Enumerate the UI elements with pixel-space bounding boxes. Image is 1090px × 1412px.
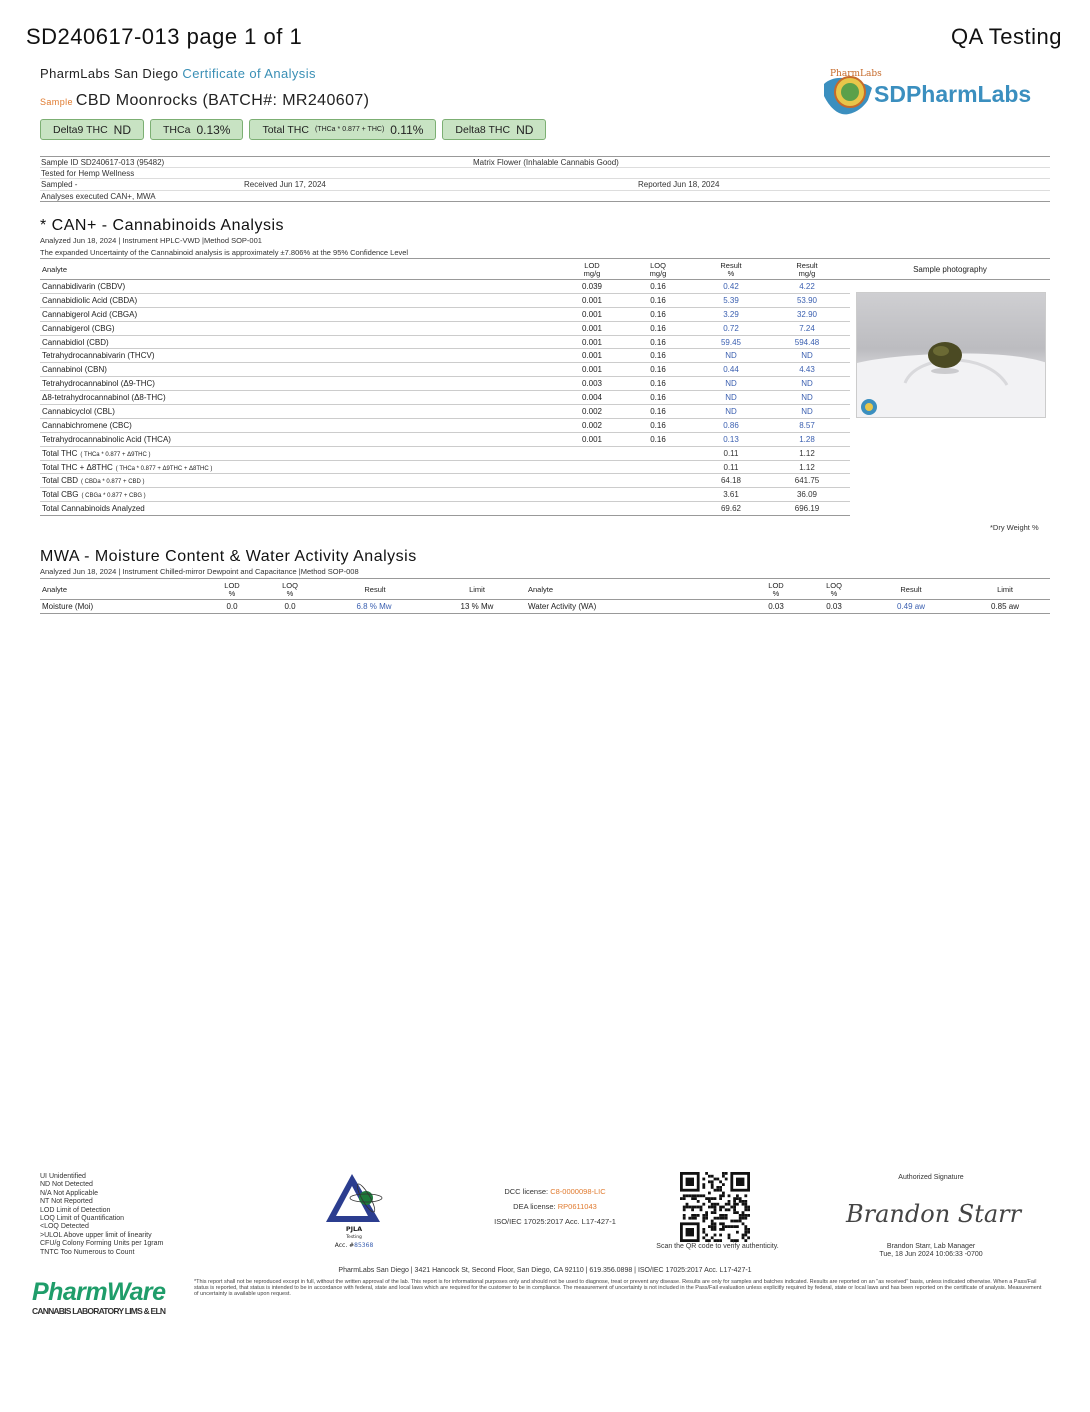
result-percent: 69.62: [720, 504, 742, 514]
result-percent: ND: [725, 351, 737, 361]
analyte-name: Cannabidivarin (CBDV): [42, 282, 126, 291]
result-percent: 3.61: [723, 490, 739, 500]
pill-delta9-thc: [40, 119, 144, 140]
result-mg: 594.48: [794, 337, 820, 347]
loq-value: 0.16: [650, 434, 666, 444]
dea-license: RP0611043: [557, 1202, 597, 1211]
received: Received Jun 17, 2024: [244, 180, 326, 189]
sdpharmlabs-logo: [820, 66, 1050, 122]
signer-name: Brandon Starr, Lab Manager: [886, 1243, 976, 1250]
pill-label: Delta8 THC: [455, 123, 511, 136]
pjla-name: PJLA: [345, 1225, 363, 1233]
th-limit: Limit: [469, 585, 485, 594]
result-percent: 0.86: [723, 420, 739, 430]
lod-value: 0.039: [581, 282, 603, 291]
qa-testing-label: QA Testing: [951, 24, 1062, 49]
analyte-name: Tetrahydrocannabinolic Acid (THCA): [42, 434, 171, 444]
loq-value: 0.16: [650, 407, 666, 417]
table-row: [40, 405, 850, 419]
pill-value: 0.11%: [390, 122, 424, 137]
loq-value: 0.16: [650, 282, 666, 291]
result-mg: 4.22: [799, 282, 815, 291]
result-mg: 1.12: [799, 462, 815, 472]
signature-text: Brandon Starr: [846, 1200, 1022, 1228]
loq-value: 0.16: [650, 351, 666, 361]
dcc-license: C8-0000098-LIC: [550, 1187, 606, 1196]
mwa-table-header: [40, 578, 1050, 600]
lod-value: 0.001: [581, 365, 603, 375]
total-row: [40, 447, 850, 461]
result-percent: 64.18: [720, 476, 742, 486]
result-percent: 0.44: [723, 365, 739, 375]
pill-label: THCa: [163, 123, 191, 136]
total-row: [40, 474, 850, 488]
signature-image: [842, 1192, 1032, 1232]
legend-item: TNTC Too Numerous to Count: [40, 1248, 135, 1256]
moisture-result: 6.8 % Mw: [356, 602, 392, 611]
analyte-name: Total CBD: [42, 476, 79, 486]
total-row: [40, 461, 850, 475]
can-section-title: * CAN+ - Cannabinoids Analysis: [40, 217, 285, 234]
analyte-name: Cannabinol (CBN): [42, 365, 107, 375]
moisture-table: [40, 578, 1050, 614]
result-mg: ND: [801, 351, 813, 361]
table-row: [40, 391, 850, 405]
analyte-name: Tetrahydrocannabinol (Δ9-THC): [42, 379, 155, 389]
analyte-cell: [42, 365, 110, 374]
th-analyte: Analyte: [42, 265, 68, 274]
coa-label: Certificate of Analysis: [182, 66, 316, 81]
table-row: [40, 294, 850, 308]
analyte-name: Cannabichromene (CBC): [42, 420, 132, 430]
moisture-lod: 0.0: [226, 602, 238, 611]
sample-header: [40, 92, 369, 110]
analyte-cell: [42, 282, 128, 291]
analyte-cell: [42, 379, 158, 388]
sampled: Sampled -: [41, 180, 78, 189]
mwa-analyzed-line: Analyzed Jun 18, 2024 | Instrument Chilled-mirror Dewpoint and Capacitance |Method SOP-008: [40, 567, 359, 576]
dea-label: DEA license:: [513, 1202, 558, 1211]
result-mg: 696.19: [794, 504, 820, 514]
analyte-cell: [42, 407, 118, 416]
analyte-name: Cannabigerol Acid (CBGA): [42, 309, 138, 319]
th-lod-2: LOD %: [768, 581, 784, 598]
result-mg: 1.12: [799, 448, 815, 458]
pill-note: (THCa * 0.877 + THC): [314, 126, 385, 133]
th-result-2: Result: [900, 585, 922, 594]
photo-header: Sample photography: [850, 258, 1050, 280]
legend-item: NT Not Reported: [40, 1198, 93, 1206]
document-id: SD240617-013 page 1 of 1: [26, 24, 303, 49]
th-loq-2: LOQ %: [826, 581, 842, 598]
lod-value: 0.001: [581, 309, 603, 319]
analyte-cell: [42, 393, 169, 402]
th-analyte: Analyte: [42, 585, 68, 594]
signer-info: [856, 1243, 1006, 1259]
analyte-cell: [42, 351, 158, 360]
pjla-acc-number: 85368: [354, 1242, 374, 1249]
analyte-name: Total CBG: [42, 490, 79, 500]
pharmware-logo: [30, 1274, 180, 1322]
th-lod: LOD mg/g: [583, 261, 601, 278]
result-percent: 0.13: [723, 434, 739, 444]
water-activity-lod: 0.03: [768, 602, 784, 611]
analyte-cell: [42, 504, 148, 513]
result-mg: 53.90: [796, 295, 818, 305]
water-activity-limit: 0.85 aw: [990, 602, 1020, 611]
th-limit-2: Limit: [997, 585, 1013, 594]
pharmware-logo-text: PharmWare: [32, 1278, 166, 1306]
result-mg: ND: [801, 393, 813, 403]
formula-note: ( CBDa * 0.877 + CBD ): [81, 479, 145, 486]
abbreviation-legend: [40, 1173, 163, 1257]
result-mg: 32.90: [796, 309, 818, 319]
moisture-loq: 0.0: [284, 602, 296, 611]
analyte-cell: [42, 324, 117, 333]
total-row: [40, 488, 850, 502]
result-mg: 641.75: [794, 476, 820, 486]
water-activity-name: Water Activity (WA): [528, 602, 597, 611]
analyte-name: Cannabicyclol (CBL): [42, 407, 115, 417]
can-uncertainty: The expanded Uncertainty of the Cannabinoid analysis is approximately ±7.806% at the 95% Confidence Level: [40, 248, 409, 257]
analyte-cell: [42, 435, 174, 444]
logo-text: SDPharmLabs: [874, 81, 1032, 107]
analyte-name: Total THC + Δ8THC: [42, 462, 113, 472]
result-mg: 8.57: [799, 420, 815, 430]
matrix: Matrix Flower (Inhalable Cannabis Good): [473, 158, 619, 167]
pill-value: ND: [113, 122, 132, 137]
formula-note: ( THCa * 0.877 + Δ9THC + Δ8THC ): [115, 465, 213, 472]
pharmware-logo-sub: CANNABIS LABORATORY LIMS & ELN: [32, 1306, 166, 1316]
can-analyzed-line: Analyzed Jun 18, 2024 | Instrument HPLC-VWD |Method SOP-001: [40, 236, 262, 245]
pjla-acc-label: Acc. #: [334, 1242, 355, 1249]
result-mg: ND: [801, 407, 813, 417]
analyte-name: Tetrahydrocannabivarin (THCV): [42, 351, 155, 361]
result-percent: 0.11: [723, 462, 739, 472]
pill-thca: [150, 119, 243, 140]
result-mg: 4.43: [799, 365, 815, 375]
th-loq: LOQ %: [282, 581, 298, 598]
mwa-row: [40, 600, 1050, 614]
lod-value: 0.001: [581, 351, 603, 361]
analyte-cell: [42, 490, 146, 499]
water-activity-result: 0.49 aw: [896, 602, 926, 611]
table-row: [40, 377, 850, 391]
pill-label: Delta9 THC: [53, 123, 108, 136]
license-block: [460, 1184, 650, 1229]
table-row: [40, 349, 850, 363]
analyte-name: Total Cannabinoids Analyzed: [42, 504, 145, 514]
loq-value: 0.16: [650, 379, 666, 389]
table-row: [40, 336, 850, 350]
th-result-pct: Result %: [720, 261, 742, 278]
authorized-signature-label: Authorized Signature: [898, 1174, 964, 1181]
legend-item: LOD Limit of Detection: [40, 1206, 111, 1214]
lod-value: 0.002: [581, 420, 603, 430]
table-header: [40, 258, 850, 280]
analyte-name: Cannabidiol (CBD): [42, 337, 109, 347]
result-percent: ND: [725, 379, 737, 389]
legend-item: N/A Not Applicable: [40, 1189, 98, 1197]
lod-value: 0.001: [581, 434, 603, 444]
loq-value: 0.16: [650, 323, 666, 333]
table-row: [40, 433, 850, 447]
analyte-name: Cannabidiolic Acid (CBDA): [42, 295, 138, 305]
logo-ring-text: PharmLabs: [830, 69, 882, 79]
result-percent: 0.42: [723, 282, 739, 291]
table-row: [40, 308, 850, 322]
legend-item: CFU/g Colony Forming Units per 1gram: [40, 1240, 164, 1248]
result-percent: 0.72: [723, 323, 739, 333]
legend-item: ND Not Detected: [40, 1181, 93, 1189]
reported: Reported Jun 18, 2024: [638, 180, 720, 189]
water-activity-loq: 0.03: [826, 602, 842, 611]
lod-value: 0.004: [581, 393, 603, 403]
tested-for: Tested for Hemp Wellness: [41, 168, 135, 178]
lod-value: 0.001: [581, 337, 603, 347]
analyses-executed: Analyses executed CAN+, MWA: [41, 191, 156, 201]
table-row: [40, 322, 850, 336]
table-row: [40, 280, 850, 294]
result-mg: 1.28: [799, 434, 815, 444]
lab-header: [40, 66, 316, 81]
disclaimer: *This report shall not be reproduced except in full, without the written approval of the lab. This report is for informational purposes only and should not be used to diagnose, treat or prevent any disease. Results are only for samples and batches indicated. Results are reported on an "as received" basis, unless indicated otherwise. When a Pass/Fail status is reported, that status is intended to be in accordance with federal, state and local laws which are required for the customer to be in compliance. The measurement of uncertainty is not included in the Pass/Fail evaluation unless explicitly required by federal, state or local laws and has been reported on the certificate of analysis. Measurement of uncertainty is available upon request.: [194, 1279, 1042, 1297]
loq-value: 0.16: [650, 365, 666, 375]
loq-value: 0.16: [650, 295, 666, 305]
analyte-name: Cannabigerol (CBG): [42, 323, 115, 333]
sample-name: CBD Moonrocks (BATCH#: MR240607): [75, 92, 370, 109]
sample-id: Sample ID SD240617-013 (95482): [41, 158, 165, 167]
pill-value: ND: [516, 122, 534, 137]
lod-value: 0.001: [581, 323, 603, 333]
result-percent: 3.29: [723, 309, 739, 319]
th-analyte-2: Analyte: [528, 585, 554, 594]
analyte-name: Δ8-tetrahydrocannabinol (Δ8-THC): [42, 393, 166, 403]
lod-value: 0.002: [581, 407, 603, 417]
loq-value: 0.16: [650, 337, 666, 347]
mwa-section-title: MWA - Moisture Content & Water Activity Analysis: [40, 548, 417, 565]
table-row: [40, 419, 850, 433]
iso-accreditation: ISO/IEC 17025:2017 Acc. L17-427-1: [494, 1217, 616, 1226]
loq-value: 0.16: [650, 309, 666, 319]
analyte-cell: [42, 449, 151, 458]
summary-pills: [40, 119, 546, 140]
pill-value: 0.13%: [196, 122, 231, 137]
lab-address: PharmLabs San Diego | 3421 Hancock St, Second Floor, San Diego, CA 92110 | 619.356.0898 | ISO/IEC 17025:2017 Acc. L17-427-1: [338, 1267, 752, 1274]
result-percent: ND: [725, 407, 737, 417]
dcc-label: DCC license:: [504, 1187, 551, 1196]
qr-caption: Scan the QR code to verify authenticity.: [656, 1243, 779, 1250]
result-percent: 59.45: [720, 337, 742, 347]
lod-value: 0.001: [581, 295, 603, 305]
sample-meta: [40, 156, 1050, 202]
analyte-cell: [42, 296, 140, 305]
sample-photo-image: [857, 293, 1046, 418]
pjla-accreditation-logo: [322, 1172, 392, 1250]
formula-note: ( CBGa * 0.877 + CBG ): [81, 493, 146, 500]
sample-photo: [856, 292, 1046, 418]
loq-value: 0.16: [650, 393, 666, 403]
th-lod: LOD %: [224, 581, 240, 598]
sign-time: Tue, 18 Jun 2024 10:06:33 -0700: [879, 1251, 983, 1258]
verification-qr-code[interactable]: [680, 1172, 750, 1242]
result-mg: ND: [801, 379, 813, 389]
analyte-name: Total THC: [42, 448, 78, 458]
result-percent: 0.11: [723, 448, 739, 458]
analyte-cell: [42, 310, 140, 319]
pjla-sub: Testing: [346, 1235, 362, 1240]
analyte-cell: [42, 476, 145, 485]
total-row: [40, 502, 850, 516]
result-mg: 7.24: [799, 323, 815, 333]
legend-item: UI Unidentified: [40, 1173, 86, 1180]
cannabinoids-table: [40, 258, 850, 516]
loq-value: 0.16: [650, 420, 666, 430]
table-row: [40, 363, 850, 377]
legend-item: LOQ Limit of Quantification: [40, 1215, 125, 1223]
svg-text:Acc. #85368: [335, 1242, 374, 1249]
sample-tag: Sample: [40, 97, 73, 107]
result-mg: 36.09: [796, 490, 818, 500]
result-percent: 5.39: [723, 295, 739, 305]
result-percent: ND: [725, 393, 737, 403]
lod-value: 0.003: [581, 379, 603, 389]
formula-note: ( THCa * 0.877 + Δ9THC ): [80, 451, 151, 458]
pill-total-thc: [249, 119, 436, 140]
th-result-mg: Result mg/g: [796, 261, 818, 278]
pill-label: Total THC: [262, 123, 309, 136]
lab-name: PharmLabs San Diego: [40, 66, 179, 81]
legend-item: <LOQ Detected: [40, 1223, 89, 1231]
legend-item: >ULOL Above upper limit of linearity: [40, 1231, 152, 1239]
dry-weight-note: *Dry Weight %: [990, 523, 1039, 532]
moisture-name: Moisture (Moi): [42, 602, 94, 611]
th-loq: LOQ mg/g: [649, 261, 667, 278]
th-result: Result: [364, 585, 386, 594]
analyte-cell: [42, 421, 135, 430]
analyte-cell: [42, 338, 112, 347]
moisture-limit: 13 % Mw: [460, 602, 494, 611]
analyte-cell: [42, 463, 212, 472]
pill-delta8-thc: [442, 119, 546, 140]
